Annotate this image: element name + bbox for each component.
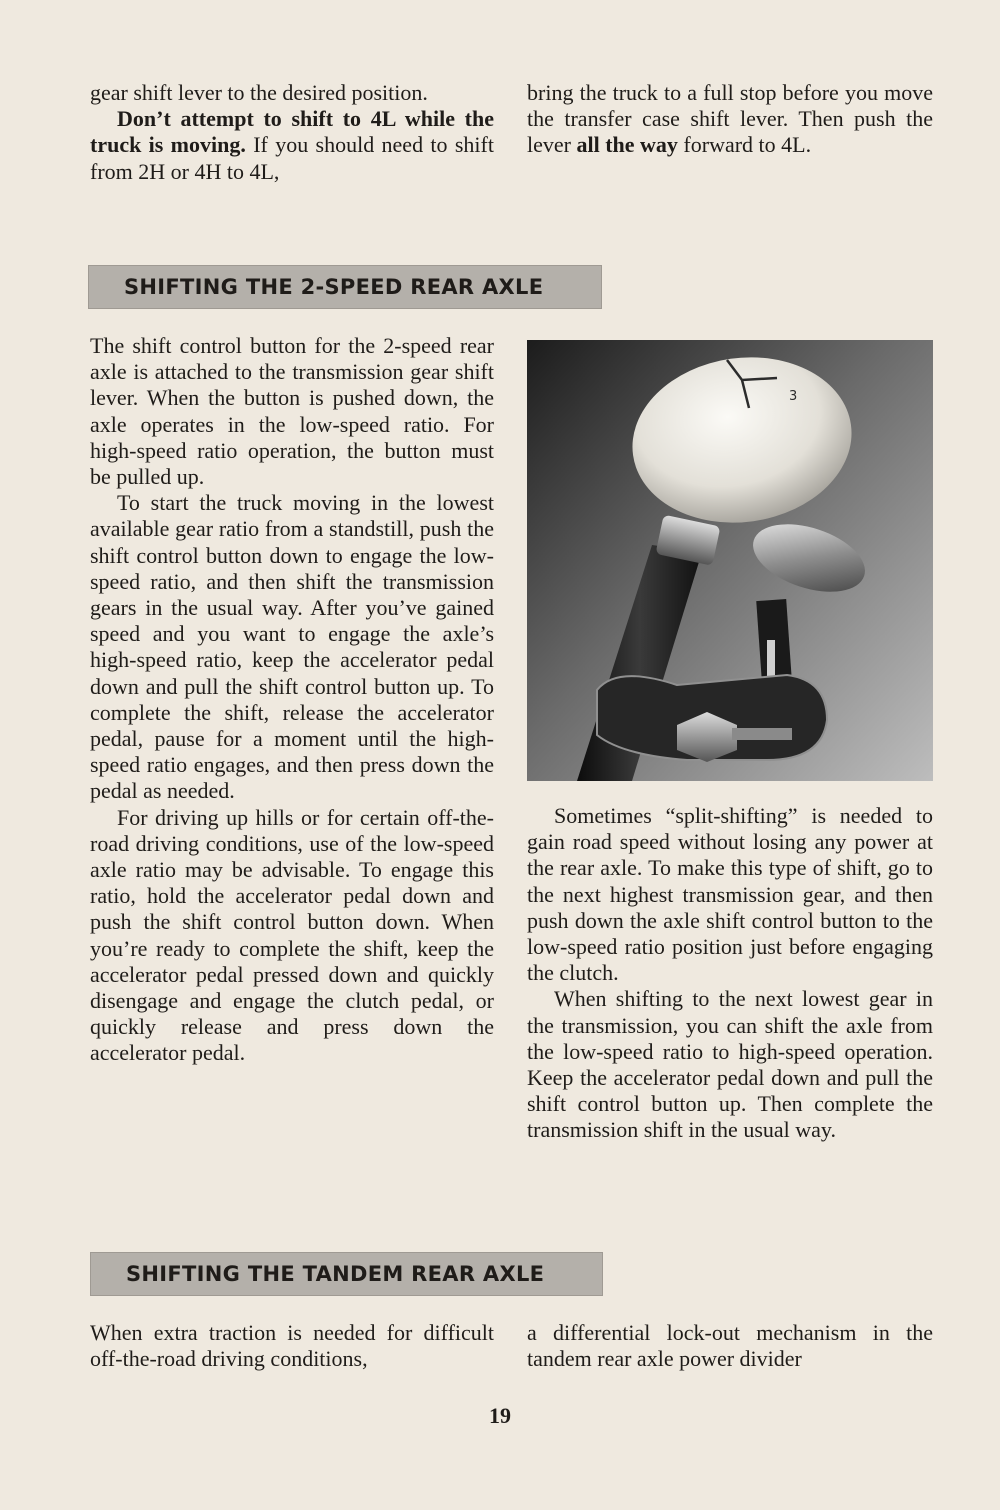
tandem-right-column <box>527 1320 933 1372</box>
section-heading-text: SHIFTING THE 2-SPEED REAR AXLE <box>124 275 544 299</box>
text-run: If you should need to shift from 2H or 4H to 4L, <box>90 132 494 184</box>
paragraph: The shift control button for the 2-speed rear axle is attached to the transmission gear shift lever. When the button is pushed down, the axle operates in the low-speed ratio. For high-speed ratio operation, the button must be pulled up. <box>90 333 494 490</box>
page-number: 19 <box>489 1403 511 1428</box>
paragraph <box>90 80 494 106</box>
section-heading-tandem-rear-axle <box>90 1252 603 1296</box>
section-heading-2-speed-rear-axle <box>88 265 602 309</box>
two-speed-left-column <box>90 333 494 1067</box>
bold-text: all the way <box>576 132 678 158</box>
two-speed-right-column <box>527 803 933 1144</box>
paragraph <box>527 80 933 159</box>
paragraph: When extra traction is needed for difficult off-the-road driving conditions, <box>90 1320 494 1372</box>
text-run: forward to 4L. <box>677 132 812 158</box>
paragraph: To start the truck moving in the lowest available gear ratio from a standstill, push the shift control button down to engage the low-speed ratio, and then shift the transmission gears in the usual way. After you’ve gained speed and you want to engage the axle’s high-speed ratio, keep the accelerator pedal down and pull the shift control button up. To complete the shift, release the accelerator pedal, pause for a moment until the high-speed ratio engages, and then press down the pedal as needed. <box>90 490 494 804</box>
paragraph <box>90 106 494 185</box>
shift-knob-photo <box>527 340 933 781</box>
top-right-column <box>527 80 933 159</box>
clamp-bolt <box>732 728 792 740</box>
paragraph: Sometimes “split-shifting” is needed to gain road speed without losing any power at the rear axle. To make this type of shift, go to the next highest transmission gear, and then push down the axle shift control button to the low-speed ratio position just before engaging the clutch. <box>527 803 933 986</box>
paragraph: For driving up hills or for certain off-the-road driving conditions, use of the low-speed axle ratio may be advisable. To engage this ratio, hold the accelerator pedal down and push the shift control button down. When you’re ready to complete the shift, keep the accelerator pedal pressed down and quickly disengage and engage the clutch pedal, or quickly release and press down the accelerator pedal. <box>90 804 494 1066</box>
button-shaft <box>767 640 775 680</box>
knob-gear-number: 3 <box>789 389 798 404</box>
bold-text: Don’t attempt to shift to 4L while the truck is moving. <box>90 106 494 158</box>
text-run: gear shift lever to the desired position. <box>90 80 428 105</box>
text-run: bring the truck to a full stop before you move the transfer case shift lever. Then push the lever <box>527 80 933 158</box>
tandem-left-column <box>90 1320 494 1372</box>
top-left-column <box>90 80 494 185</box>
paragraph: When shifting to the next lowest gear in the transmission, you can shift the axle from the low-speed ratio to high-speed operation. Keep the accelerator pedal down and pull the shift control button up. Then complete the transmission shift in the usual way. <box>527 986 933 1143</box>
section-heading-text: SHIFTING THE TANDEM REAR AXLE <box>126 1262 545 1286</box>
paragraph: a differential lock-out mechanism in the tandem rear axle power divider <box>527 1320 933 1372</box>
